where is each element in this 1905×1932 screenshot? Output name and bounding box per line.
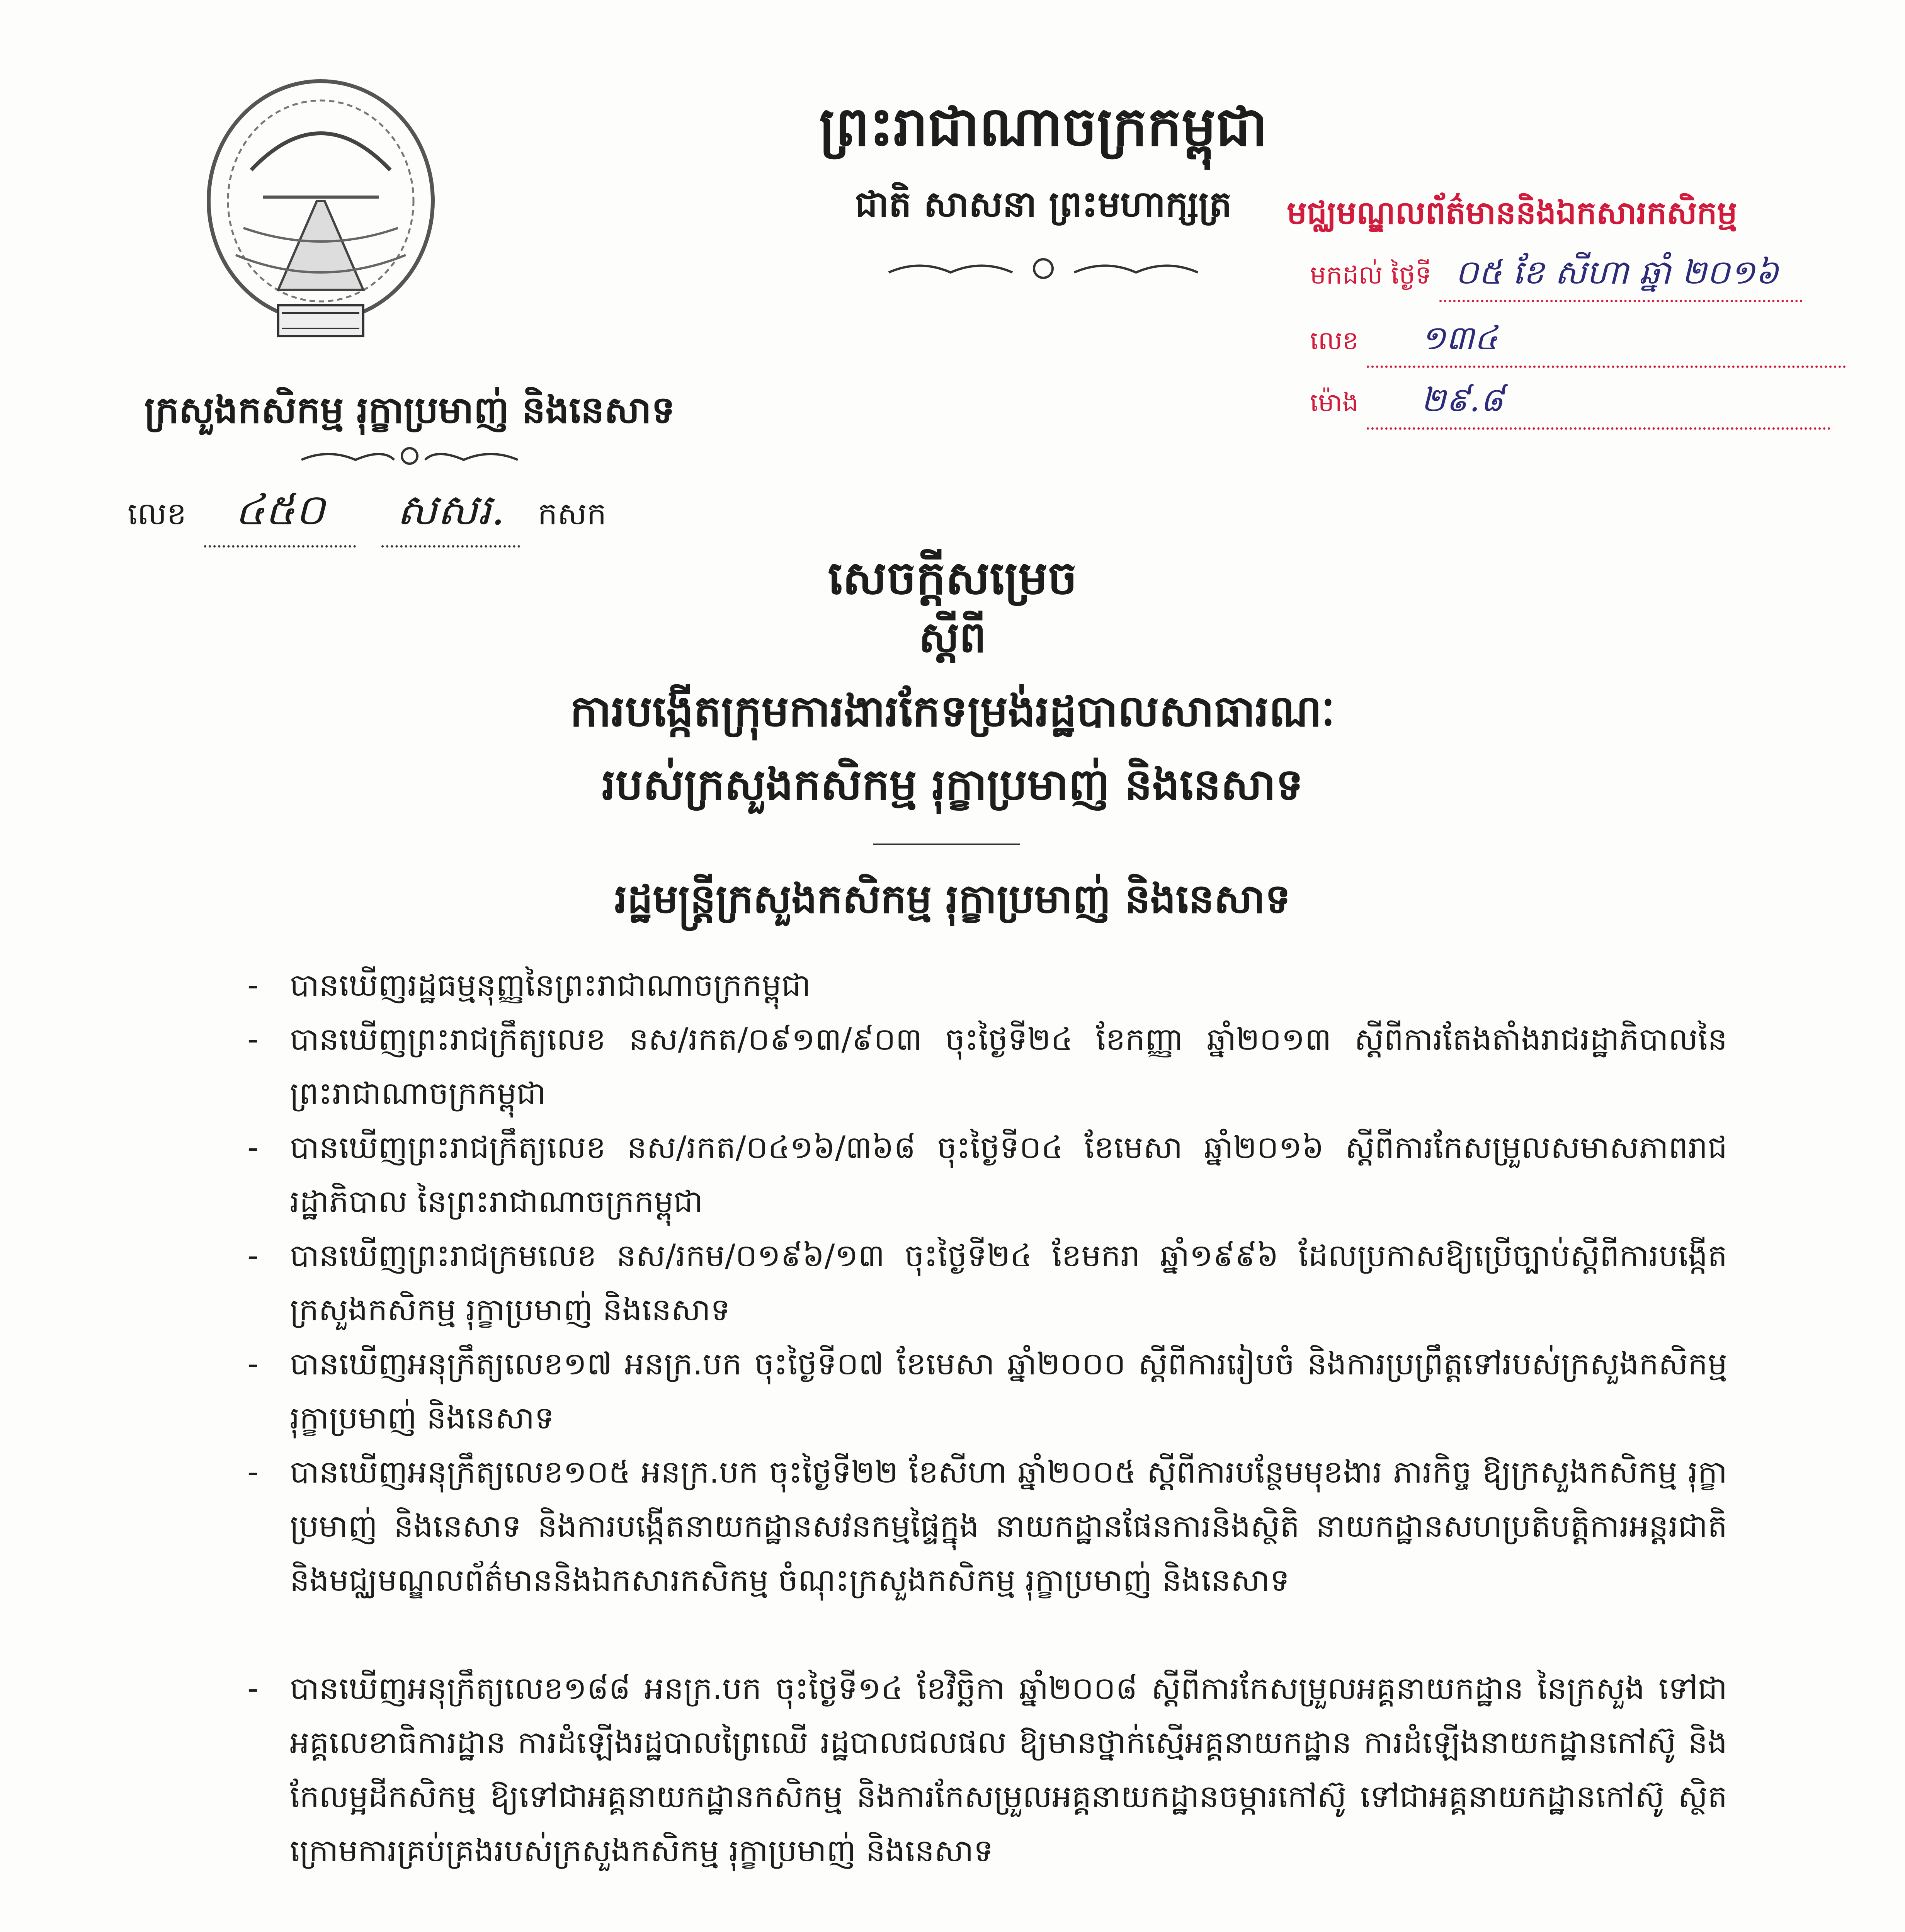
letter-number-value: ៤៥០ — [204, 483, 356, 548]
consideration-item: - បានឃើញអនុក្រឹត្យលេខ១៧ អនក្រ.បក ចុះថ្ងៃទី០៧ ខែមេសា ឆ្នាំ២០០០ ស្ដីពីការរៀបចំ និងការប្រព្រឹត្តទៅរបស់ក្រសួងកសិកម្ម រុក្ខាប្រមាញ់ និងនេសាទ — [290, 1337, 1727, 1445]
letter-prefix: លេខ — [128, 496, 187, 532]
stamp-received-label: មកដល់ ថ្ងៃទី — [1310, 260, 1432, 290]
ornament-divider-icon — [294, 444, 526, 468]
stamp-number-row — [1310, 317, 1846, 368]
letter-number — [128, 483, 606, 548]
consideration-item: - បានឃើញរដ្ឋធម្មនុញ្ញនៃព្រះរាជាណាចក្រកម្ពុជា — [290, 958, 1727, 1012]
stamp-time-row — [1310, 379, 1830, 430]
document-title: សេចក្ដីសម្រេច — [828, 551, 1077, 605]
minister-heading: រដ្ឋមន្ត្រីក្រសួងកសិកម្ម រុក្ខាប្រមាញ់ និងនេសាទ — [614, 875, 1291, 922]
consideration-item: - បានឃើញព្រះរាជក្រឹត្យលេខ នស/រកត/០៤១៦/៣៦៨ ចុះថ្ងៃទី០៤ ខែមេសា ឆ្នាំ២០១៦ ស្ដីពីការកែសម្រួលសមាសភាពរាជរដ្ឋាភិបាល នៃព្រះរាជាណាចក្រកម្ពុជា — [290, 1121, 1727, 1229]
consideration-item: - បានឃើញព្រះរាជក្រឹត្យលេខ នស/រកត/០៩១៣/៩០៣ ចុះថ្ងៃទី២៤ ខែកញ្ញា ឆ្នាំ២០១៣ ស្ដីពីការតែងតាំងរាជរដ្ឋាភិបាលនៃព្រះរាជាណាចក្រកម្ពុជា — [290, 1012, 1727, 1121]
document-subject-line2: របស់ក្រសួងកសិកម្ម រុក្ខាប្រមាញ់ និងនេសាទ — [602, 760, 1303, 810]
document-about: ស្ដីពី — [918, 612, 987, 662]
royal-emblem-icon — [201, 73, 441, 352]
ministry-name: ក្រសួងកសិកម្ម រុក្ខាប្រមាញ់ និងនេសាទ — [144, 388, 675, 432]
stamp-time-label: ម៉ោង — [1310, 388, 1359, 417]
national-motto: ជាតិ សាសនា ព្រះមហាក្សត្រ — [855, 184, 1232, 225]
received-stamp — [1287, 193, 1847, 444]
document-subject-line1: ការបង្កើតក្រុមការងារកែទម្រង់រដ្ឋបាលសាធារណៈ — [570, 686, 1335, 736]
stamp-number-value: ១៣៤ — [1367, 317, 1846, 368]
stamp-received-row — [1310, 251, 1803, 302]
consideration-item: - បានឃើញអនុក្រឹត្យលេខ១០៥ អនក្រ.បក ចុះថ្ងៃទី២២ ខែសីហា ឆ្នាំ២០០៥ ស្ដីពីការបន្ថែមមុខងារ ភារកិច្ច ឱ្យក្រសួងកសិកម្ម រុក្ខាប្រមាញ់ និងនេសាទ និងការបង្កើតនាយកដ្ឋានសវនកម្មផ្ទៃក្នុង នាយកដ្ឋានផែនការនិងស្ថិតិ នាយកដ្ឋានសហប្រតិបត្តិការអន្តរជាតិ និងមជ្ឈមណ្ឌលព័ត៌មាននិងឯកសារកសិកម្ម ចំណុះក្រសួងកសិកម្ម រុក្ខាប្រមាញ់ និងនេសាទ — [290, 1445, 1727, 1607]
consideration-item: - បានឃើញព្រះរាជក្រមលេខ នស/រកម/០១៩៦/១៣ ចុះថ្ងៃទី២៤ ខែមករា ឆ្នាំ១៩៩៦ ដែលប្រកាសឱ្យប្រើច្បាប់ស្ដីពីការបង្កើតក្រសួងកសិកម្ម រុក្ខាប្រមាញ់ និងនេសាទ — [290, 1229, 1727, 1337]
letter-code: សសរ. — [381, 483, 520, 548]
consideration-item: - បានឃើញអនុក្រឹត្យលេខ១៨៨ អនក្រ.បក ចុះថ្ងៃទី១៤ ខែវិច្ឆិកា ឆ្នាំ២០០៨ ស្ដីពីការកែសម្រួលអគ្គនាយកដ្ឋាន នៃក្រសួង ទៅជាអគ្គលេខាធិការដ្ឋាន ការដំឡើងរដ្ឋបាលព្រៃឈើ រដ្ឋបាលជលផល ឱ្យមានថ្នាក់ស្មើអគ្គនាយកដ្ឋាន ការដំឡើងនាយកដ្ឋានកៅស៊ូ និងកែលម្អដីកសិកម្ម ឱ្យទៅជាអគ្គនាយកដ្ឋានកសិកម្ម និងការកែសម្រួលអគ្គនាយកដ្ឋានចម្ការកៅស៊ូ ទៅជាអគ្គនាយកដ្ឋានកៅស៊ូ ស្ថិតក្រោមការគ្រប់គ្រងរបស់ក្រសួងកសិកម្ម រុក្ខាប្រមាញ់ និងនេសាទ — [290, 1662, 1727, 1878]
stamp-number-label: លេខ — [1310, 326, 1359, 355]
ornament-divider-icon — [873, 255, 1213, 282]
letter-suffix: កសក — [537, 496, 607, 532]
kingdom-heading: ព្រះរាជាណាចក្រកម្ពុជា — [819, 95, 1268, 158]
stamp-received-value: ០៥ ខែ សីហា ឆ្នាំ ២០១៦ — [1439, 251, 1803, 302]
stamp-time-value: ២៩.៨ — [1367, 379, 1830, 430]
stamp-title: មជ្ឈមណ្ឌលព័ត៌មាននិងឯកសារកសិកម្ម — [1287, 195, 1737, 231]
title-divider — [873, 842, 1020, 846]
